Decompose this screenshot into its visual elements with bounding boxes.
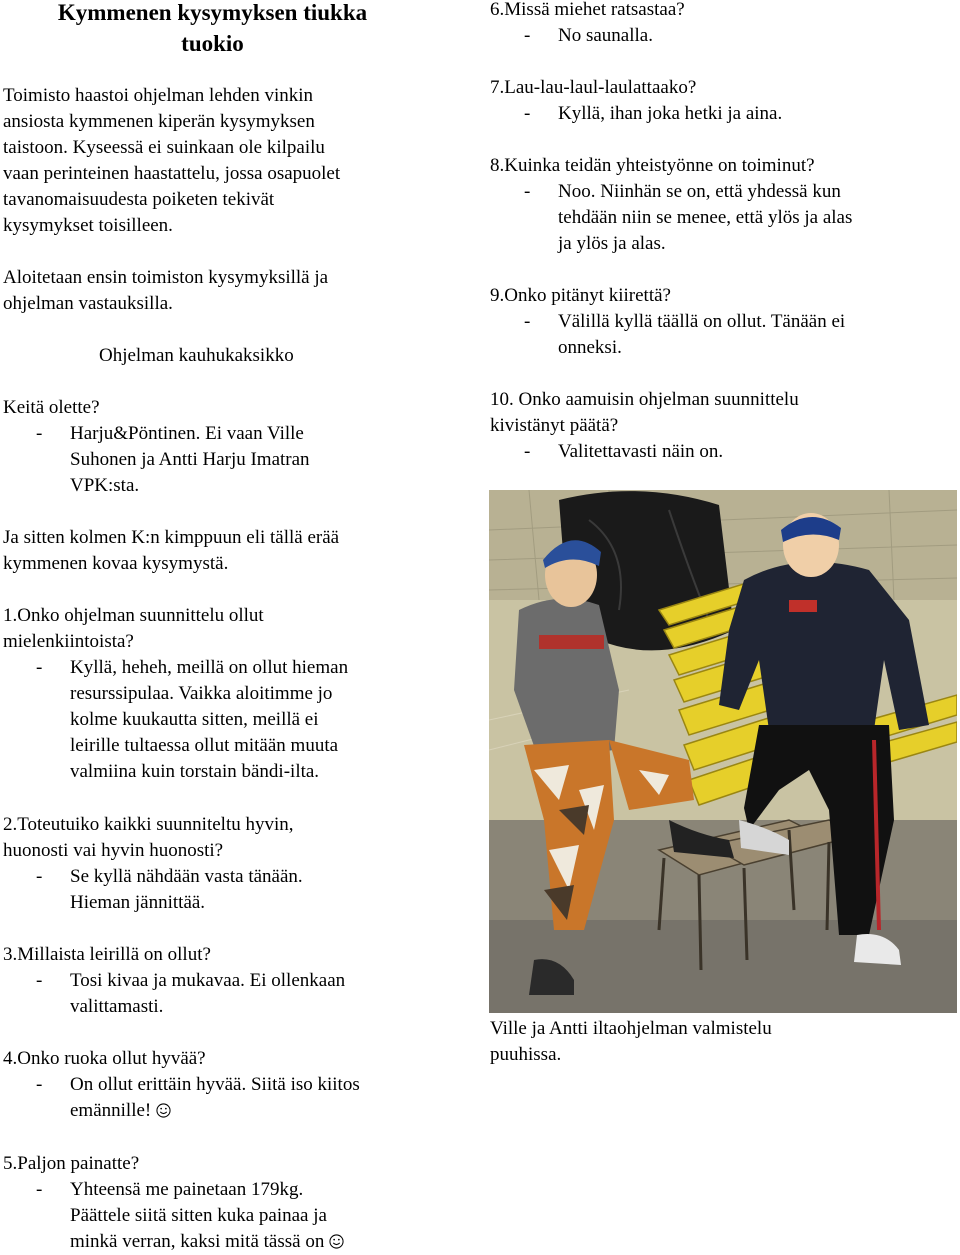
dash-bullet: - — [524, 441, 531, 462]
answer-5-text: minkä verran, kaksi mitä tässä on — [70, 1231, 325, 1252]
answer-5-line: Yhteensä me painetaan 179kg. — [70, 1179, 304, 1200]
question-10: 10. Onko aamuisin ohjelman suunnittelu — [490, 389, 799, 410]
answer-6: No saunalla. — [558, 25, 653, 46]
dash-bullet: - — [36, 657, 43, 678]
text-line: ansiosta kymmenen kiperän kysymyksen — [3, 111, 315, 132]
dash-bullet: - — [36, 423, 43, 444]
answer-1-line: resurssipulaa. Vaikka aloitimme jo — [70, 683, 333, 704]
dash-bullet: - — [524, 181, 531, 202]
answer-1-line: valmiina kuin torstain bändi-ilta. — [70, 761, 320, 782]
photo-two-men-posing — [489, 490, 957, 1013]
text-line: vaan perinteinen haastattelu, jossa osapuolet — [3, 163, 341, 184]
answer-9-line: Välillä kyllä täällä on ollut. Tänään ei — [558, 311, 846, 332]
article-title-line-2: tuokio — [181, 31, 244, 56]
photo-illustration — [489, 490, 957, 1013]
text-line: Toimisto haastoi ohjelman lehden vinkin — [3, 85, 314, 106]
photo-caption-line: puuhissa. — [490, 1044, 562, 1065]
answer-1-line: kolme kuukautta sitten, meillä ei — [70, 709, 319, 730]
text-line: kysymykset toisilleen. — [3, 215, 173, 236]
subheading: Ohjelman kauhukaksikko — [99, 345, 294, 366]
answer-10: Valitettavasti näin on. — [558, 441, 724, 462]
answer-1-line: Kyllä, heheh, meillä on ollut hieman — [70, 657, 349, 678]
transition-line: kymmenen kovaa kysymystä. — [3, 553, 229, 574]
smiley-icon — [329, 1234, 344, 1249]
question-who: Keitä olette? — [3, 397, 100, 418]
question-1: mielenkiintoista? — [3, 631, 134, 652]
answer-8-line: Noo. Niinhän se on, että yhdessä kun — [558, 181, 841, 202]
text-line: taistoon. Kyseessä ei suinkaan ole kilpailu — [3, 137, 325, 158]
answer-8-line: tehdään niin se menee, että ylös ja alas — [558, 207, 853, 228]
answer-line: VPK:sta. — [70, 475, 140, 496]
dash-bullet: - — [524, 311, 531, 332]
smiley-icon — [156, 1103, 171, 1118]
answer-2-line: Se kyllä nähdään vasta tänään. — [70, 866, 303, 887]
answer-4-line — [70, 1098, 171, 1124]
question-2: 2.Toteutuiko kaikki suunniteltu hyvin, — [3, 814, 294, 835]
answer-9-line: onneksi. — [558, 337, 622, 358]
text-line: Aloitetaan ensin toimiston kysymyksillä ja — [3, 267, 329, 288]
dash-bullet: - — [36, 1074, 43, 1095]
answer-4-line: On ollut erittäin hyvää. Siitä iso kiitos — [70, 1074, 360, 1095]
article-title-line-1: Kymmenen kysymyksen tiukka — [57, 0, 368, 25]
question-8: 8.Kuinka teidän yhteistyönne on toiminut? — [490, 155, 815, 176]
answer-5-line: Päättele siitä sitten kuka painaa ja — [70, 1205, 327, 1226]
question-9: 9.Onko pitänyt kiirettä? — [490, 285, 671, 306]
answer-3-line: valittamasti. — [70, 996, 164, 1017]
question-5: 5.Paljon painatte? — [3, 1153, 140, 1174]
answer-1-line: leirille tultaessa ollut mitään muuta — [70, 735, 339, 756]
answer-2-line: Hieman jännittää. — [70, 892, 206, 913]
dash-bullet: - — [36, 866, 43, 887]
answer-3-line: Tosi kivaa ja mukavaa. Ei ollenkaan — [70, 970, 346, 991]
dash-bullet: - — [36, 1179, 43, 1200]
dash-bullet: - — [524, 25, 531, 46]
transition-line: Ja sitten kolmen K:n kimppuun eli tällä erää — [3, 527, 340, 548]
answer-8-line: ja ylös ja alas. — [558, 233, 666, 254]
answer-line: Suhonen ja Antti Harju Imatran — [70, 449, 310, 470]
question-1: 1.Onko ohjelman suunnittelu ollut — [3, 605, 264, 626]
dash-bullet: - — [524, 103, 531, 124]
answer-4-text: emännille! — [70, 1100, 152, 1121]
text-line: tavanomaisuudesta poiketen tekivät — [3, 189, 275, 210]
answer-7: Kyllä, ihan joka hetki ja aina. — [558, 103, 783, 124]
question-4: 4.Onko ruoka ollut hyvää? — [3, 1048, 206, 1069]
photo-caption-line: Ville ja Antti iltaohjelman valmistelu — [490, 1018, 772, 1039]
question-2: huonosti vai hyvin huonosti? — [3, 840, 224, 861]
question-10: kivistänyt päätä? — [490, 415, 619, 436]
question-6: 6.Missä miehet ratsastaa? — [490, 0, 685, 20]
answer-line: Harju&Pöntinen. Ei vaan Ville — [70, 423, 304, 444]
text-line: ohjelman vastauksilla. — [3, 293, 173, 314]
answer-5-line — [70, 1229, 344, 1255]
dash-bullet: - — [36, 970, 43, 991]
question-7: 7.Lau-lau-laul-laulattaako? — [490, 77, 697, 98]
question-3: 3.Millaista leirillä on ollut? — [3, 944, 211, 965]
